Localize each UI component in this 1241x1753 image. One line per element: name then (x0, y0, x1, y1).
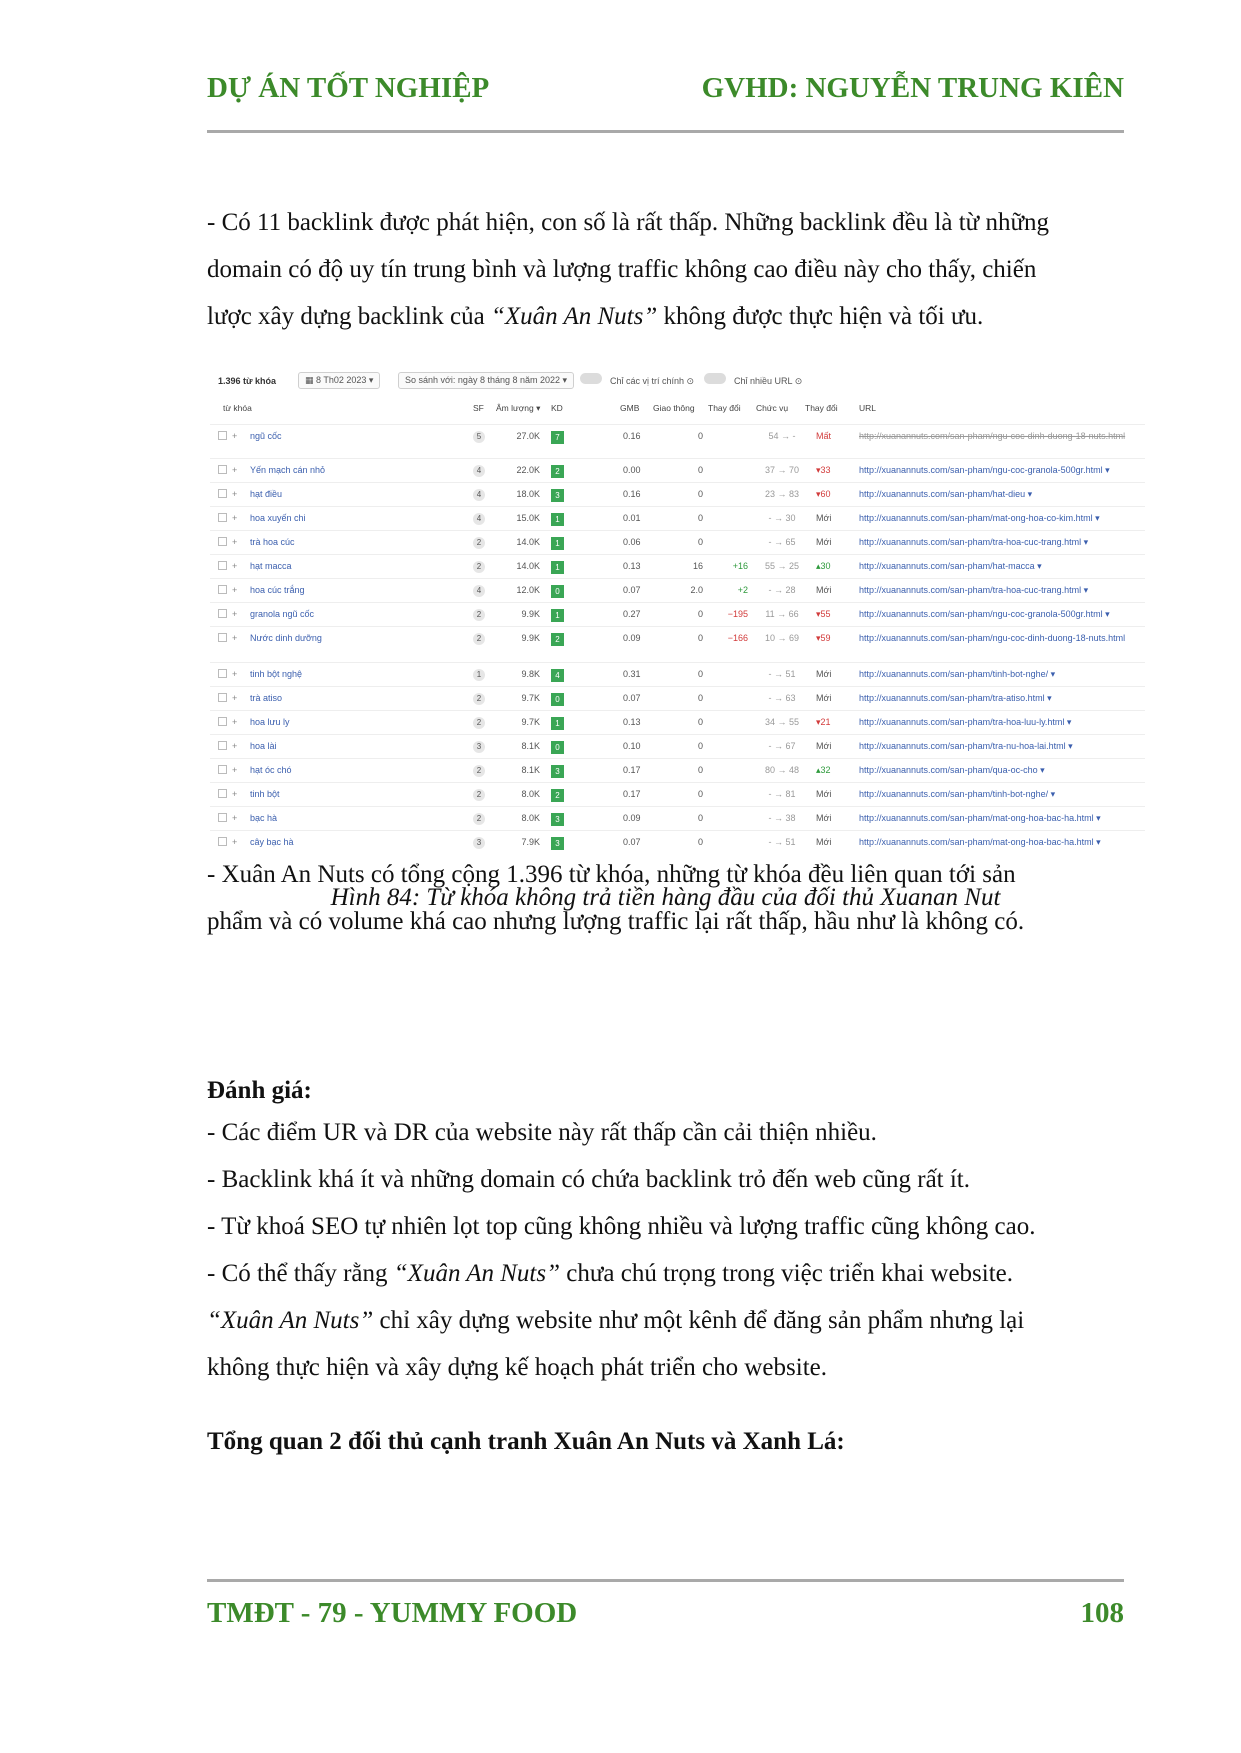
toggle-multi-url-label: Chỉ nhiều URL ⊙ (734, 376, 803, 386)
row-checkbox[interactable] (218, 633, 227, 642)
cpc-value: 0.16 (623, 489, 641, 499)
text-span: chưa chú trọng trong việc triển khai website. (560, 1260, 1014, 1287)
kd-badge: 4 (551, 669, 564, 682)
traffic-value: 0 (697, 489, 703, 499)
traffic-value: 0 (697, 669, 703, 679)
text-span: lược xây dựng backlink của (207, 303, 491, 330)
ranking-url[interactable]: http://xuanannuts.com/san-pham/hat-dieu ▾ (859, 489, 1033, 499)
page-footer (207, 1597, 1124, 1637)
kd-badge: 3 (551, 837, 564, 850)
row-checkbox[interactable] (218, 813, 227, 822)
cpc-value: 0.17 (623, 765, 641, 775)
compare-select[interactable]: So sánh với: ngày 8 tháng 8 năm 2022 ▾ (398, 372, 574, 389)
volume-value: 8.0K (521, 813, 540, 823)
add-keyword-icon[interactable]: + (232, 765, 238, 775)
cpc-value: 0.13 (623, 717, 641, 727)
ranking-url[interactable]: http://xuanannuts.com/san-pham/ngu-coc-dinh-duong-18-nuts.html (859, 431, 1126, 441)
add-keyword-icon[interactable]: + (232, 431, 238, 441)
volume-value: 8.1K (521, 741, 540, 751)
advisor-name: GVHD: NGUYỄN TRUNG KIÊN (701, 72, 1124, 104)
ranking-url[interactable]: http://xuanannuts.com/san-pham/tinh-bot-nghe/ ▾ (859, 789, 1056, 799)
kd-badge: 3 (551, 489, 564, 502)
row-checkbox[interactable] (218, 465, 227, 474)
traffic-value: 0 (697, 537, 703, 547)
kd-badge: 7 (551, 431, 564, 444)
volume-value: 9.7K (521, 693, 540, 703)
header-rule (207, 130, 1124, 133)
traffic-value: 0 (697, 609, 703, 619)
traffic-value: 0 (697, 837, 703, 847)
ranking-url[interactable]: http://xuanannuts.com/san-pham/mat-ong-hoa-bac-ha.html ▾ (859, 813, 1101, 823)
kd-badge: 2 (551, 465, 564, 478)
cpc-value: 0.16 (623, 431, 641, 441)
col-url[interactable]: URL (859, 403, 877, 413)
paragraph-backlinks (207, 199, 1124, 340)
table-row[interactable] (210, 782, 1145, 806)
row-checkbox[interactable] (218, 513, 227, 522)
cpc-value: 0.06 (623, 537, 641, 547)
position-value: 34 → 55 (764, 717, 800, 727)
text-span: không được thực hiện và tối ưu. (657, 303, 984, 330)
kd-badge: 1 (551, 513, 564, 526)
serp-features-badge: 2 (473, 537, 485, 549)
page-number: 108 (1080, 1597, 1124, 1629)
add-keyword-icon[interactable]: + (232, 717, 238, 727)
project-title: DỰ ÁN TỐT NGHIỆP (207, 72, 490, 104)
cpc-value: 0.31 (623, 669, 641, 679)
kd-badge: 1 (551, 609, 564, 622)
serp-features-badge: 2 (473, 789, 485, 801)
brand-name: “Xuân An Nuts” (207, 1307, 374, 1334)
keyword-link[interactable]: hạt óc chó (250, 765, 292, 775)
ranking-url[interactable]: http://xuanannuts.com/san-pham/mat-ong-hoa-co-kim.html ▾ (859, 513, 1100, 523)
position-value: 23 → 83 (764, 489, 800, 499)
volume-value: 27.0K (516, 431, 540, 441)
volume-value: 15.0K (516, 513, 540, 523)
traffic-value: 0 (697, 513, 703, 523)
serp-features-badge: 3 (473, 837, 485, 849)
assessment-item: - Từ khoá SEO tự nhiên lọt top cũng không nhiều và lượng traffic cũng không cao. (207, 1213, 1036, 1240)
row-checkbox[interactable] (218, 837, 227, 846)
figure-caption: Hình 84: Từ khóa không trả tiền hàng đầu của đối thủ Xuanan Nut (330, 884, 1001, 911)
cpc-value: 0.07 (623, 837, 641, 847)
table-row[interactable] (210, 602, 1145, 626)
ranking-url[interactable]: http://xuanannuts.com/san-pham/hat-macca ▾ (859, 561, 1042, 571)
position-value: 37 → 70 (764, 465, 800, 475)
col-cpc[interactable]: GMB (620, 403, 640, 413)
volume-value: 9.7K (521, 717, 540, 727)
row-checkbox[interactable] (218, 585, 227, 594)
serp-features-badge: 4 (473, 465, 485, 477)
position-value: - → 51 (768, 669, 796, 679)
kd-badge: 2 (551, 789, 564, 802)
col-traffic[interactable]: Giao thông (653, 403, 695, 413)
traffic-value: 0 (697, 717, 703, 727)
table-row[interactable] (210, 578, 1145, 602)
kd-badge: 1 (551, 717, 564, 730)
volume-value: 8.1K (521, 765, 540, 775)
kd-badge: 0 (551, 741, 564, 754)
serp-features-badge: 4 (473, 585, 485, 597)
col-volume[interactable]: Âm lượng ▾ (496, 403, 541, 413)
toggle-multi-url[interactable] (704, 373, 726, 384)
keyword-count: 1.396 từ khóa (218, 376, 277, 386)
keyword-link[interactable]: hạt macca (250, 561, 292, 571)
add-keyword-icon[interactable]: + (232, 561, 238, 571)
add-keyword-icon[interactable]: + (232, 465, 238, 475)
position-change: Mới (816, 813, 832, 823)
keyword-link[interactable]: cây bạc hà (250, 837, 294, 847)
serp-features-badge: 2 (473, 693, 485, 705)
ranking-url[interactable]: http://xuanannuts.com/san-pham/tra-hoa-luu-ly.html ▾ (859, 717, 1072, 727)
keyword-link[interactable]: hạt điều (250, 489, 283, 499)
table-row[interactable] (210, 554, 1145, 578)
ranking-url[interactable]: http://xuanannuts.com/san-pham/qua-oc-cho ▾ (859, 765, 1045, 775)
col-position-change[interactable]: Thay đổi (805, 403, 838, 413)
serp-features-badge: 2 (473, 609, 485, 621)
position-value: 55 → 25 (764, 561, 800, 571)
assessment-list (207, 1109, 1124, 1391)
traffic-value: 0 (697, 633, 703, 643)
table-row[interactable] (210, 806, 1145, 830)
brand-name: “Xuân An Nuts” (490, 303, 658, 330)
serp-features-badge: 2 (473, 813, 485, 825)
keyword-link[interactable]: granola ngũ cốc (250, 609, 315, 619)
table-row[interactable] (210, 506, 1145, 530)
ranking-url[interactable]: http://xuanannuts.com/san-pham/tra-hoa-cuc-trang.html ▾ (859, 537, 1089, 547)
col-kd[interactable]: KD (551, 403, 563, 413)
traffic-value: 0 (697, 431, 703, 441)
position-change: Mới (816, 837, 832, 847)
position-value: 11 → 66 (765, 609, 799, 619)
volume-value: 7.9K (521, 837, 540, 847)
traffic-change: −166 (727, 633, 748, 643)
position-change: Mới (816, 537, 832, 547)
kd-badge: 1 (551, 537, 564, 550)
text-line (207, 293, 1124, 340)
keyword-link[interactable]: bạc hà (250, 813, 278, 823)
volume-value: 18.0K (516, 489, 540, 499)
assessment-item: - Backlink khá ít và những domain có chứa backlink trỏ đến web cũng rất ít. (207, 1166, 971, 1193)
add-keyword-icon[interactable]: + (232, 609, 238, 619)
row-checkbox[interactable] (218, 489, 227, 498)
position-value: 54 → - (768, 431, 796, 441)
traffic-value: 0 (697, 741, 703, 751)
serp-features-badge: 2 (473, 633, 485, 645)
keyword-link[interactable]: hoa lài (250, 741, 277, 751)
ranking-url[interactable]: http://xuanannuts.com/san-pham/tra-atiso.html ▾ (859, 693, 1052, 703)
add-keyword-icon[interactable]: + (232, 741, 238, 751)
text-line: phẩm và có volume khá cao nhưng lượng traffic lại rất thấp, hầu như là không có. (207, 908, 1025, 935)
row-checkbox[interactable] (218, 561, 227, 570)
position-change: ▴32 (816, 765, 831, 775)
position-change: ▾60 (816, 489, 831, 499)
traffic-value: 0 (697, 765, 703, 775)
position-change: Mới (816, 669, 832, 679)
table-row[interactable] (210, 662, 1145, 686)
cpc-value: 0.13 (623, 561, 641, 571)
position-value: - → 38 (768, 813, 796, 823)
kd-badge: 3 (551, 813, 564, 826)
keyword-link[interactable]: hoa lưu ly (250, 717, 290, 727)
table-row[interactable] (210, 482, 1145, 506)
position-value: - → 81 (768, 789, 796, 799)
add-keyword-icon[interactable]: + (232, 489, 238, 499)
ranking-url[interactable]: http://xuanannuts.com/san-pham/tinh-bot-nghe/ ▾ (859, 669, 1056, 679)
toggle-main-positions-label: Chỉ các vị trí chính ⊙ (610, 376, 695, 386)
row-checkbox[interactable] (218, 693, 227, 702)
text-line: - Xuân An Nuts có tổng cộng 1.396 từ khóa, những từ khóa đều liên quan tới sản (207, 861, 1016, 888)
add-keyword-icon[interactable]: + (232, 813, 238, 823)
position-value: - → 63 (768, 693, 796, 703)
traffic-value: 0 (697, 813, 703, 823)
keyword-link[interactable]: ngũ cốc (250, 431, 282, 441)
volume-value: 14.0K (516, 537, 540, 547)
add-keyword-icon[interactable]: + (232, 537, 238, 547)
volume-value: 9.9K (521, 633, 540, 643)
table-row[interactable] (210, 458, 1145, 482)
kd-badge: 0 (551, 585, 564, 598)
volume-value: 9.9K (521, 609, 540, 619)
table-toolbar (216, 372, 1136, 394)
cpc-value: 0.10 (623, 741, 641, 751)
kd-badge: 3 (551, 765, 564, 778)
row-checkbox[interactable] (218, 431, 227, 440)
ranking-url[interactable]: http://xuanannuts.com/san-pham/mat-ong-hoa-bac-ha.html ▾ (859, 837, 1101, 847)
volume-value: 8.0K (521, 789, 540, 799)
table-row[interactable] (210, 734, 1145, 758)
keyword-link[interactable]: trà atiso (250, 693, 283, 703)
table-header (210, 403, 1145, 417)
date-select[interactable]: ▦ 8 Th02 2023 ▾ (298, 372, 380, 389)
footer-rule (207, 1579, 1124, 1582)
serp-features-badge: 3 (473, 741, 485, 753)
position-change: Mới (816, 789, 832, 799)
footer-project: TMĐT - 79 - YUMMY FOOD (207, 1597, 578, 1629)
position-change: ▾59 (816, 633, 831, 643)
position-value: - → 65 (768, 537, 796, 547)
ranking-url[interactable]: http://xuanannuts.com/san-pham/ngu-coc-granola-500gr.html ▾ (859, 465, 1110, 475)
row-checkbox[interactable] (218, 669, 227, 678)
kd-badge: 2 (551, 633, 564, 646)
table-row[interactable] (210, 530, 1145, 554)
add-keyword-icon[interactable]: + (232, 585, 238, 595)
serp-features-badge: 1 (473, 669, 485, 681)
serp-features-badge: 4 (473, 513, 485, 525)
cpc-value: 0.09 (623, 633, 641, 643)
position-change: ▾55 (816, 609, 831, 619)
row-checkbox[interactable] (218, 789, 227, 798)
position-value: - → 51 (768, 837, 796, 847)
position-change: ▾33 (816, 465, 831, 475)
volume-value: 14.0K (516, 561, 540, 571)
col-sf[interactable]: SF (473, 403, 484, 413)
assessment-item (207, 1250, 1124, 1297)
add-keyword-icon[interactable]: + (232, 837, 238, 847)
col-traffic-change[interactable]: Thay đổi (708, 403, 741, 413)
position-change: ▾21 (816, 717, 831, 727)
table-row[interactable] (210, 710, 1145, 734)
row-checkbox[interactable] (218, 741, 227, 750)
brand-name: “Xuân An Nuts” (393, 1260, 561, 1287)
keyword-link[interactable]: Nước dinh dưỡng (250, 633, 322, 643)
text-line: không thực hiện và xây dựng kế hoạch phát triển cho website. (207, 1354, 827, 1381)
keyword-link[interactable]: hoa cúc trắng (250, 585, 305, 595)
traffic-change: −195 (727, 609, 748, 619)
table-row[interactable] (210, 758, 1145, 782)
add-keyword-icon[interactable]: + (232, 789, 238, 799)
add-keyword-icon[interactable]: + (232, 669, 238, 679)
position-change: Mới (816, 585, 832, 595)
row-checkbox[interactable] (218, 609, 227, 618)
serp-features-badge: 2 (473, 717, 485, 729)
position-change: Mới (816, 513, 832, 523)
cpc-value: 0.07 (623, 585, 641, 595)
toggle-main-positions[interactable] (580, 373, 602, 384)
keyword-link[interactable]: tinh bột nghệ (250, 669, 303, 679)
volume-value: 22.0K (516, 465, 540, 475)
paragraph-keywords (207, 851, 1124, 945)
ranking-url[interactable]: http://xuanannuts.com/san-pham/ngu-coc-granola-500gr.html ▾ (859, 609, 1110, 619)
position-change: Mất (816, 431, 832, 441)
ranking-url[interactable]: http://xuanannuts.com/san-pham/ngu-coc-dinh-duong-18-nuts.html (859, 633, 1126, 643)
ranking-url[interactable]: http://xuanannuts.com/san-pham/tra-nu-hoa-lai.html ▾ (859, 741, 1073, 751)
keyword-link[interactable]: trà hoa cúc (250, 537, 295, 547)
table-row[interactable] (210, 686, 1145, 710)
position-change: Mới (816, 693, 832, 703)
table-row[interactable] (210, 626, 1145, 650)
cpc-value: 0.07 (623, 693, 641, 703)
serp-features-badge: 2 (473, 765, 485, 777)
cpc-value: 0.00 (623, 465, 641, 475)
row-checkbox[interactable] (218, 537, 227, 546)
assessment-title: Đánh giá: (207, 1077, 312, 1104)
text-line: - Có 11 backlink được phát hiện, con số là rất thấp. Những backlink đều là từ những (207, 209, 1050, 236)
col-position[interactable]: Chức vụ (756, 403, 789, 413)
position-value: - → 30 (768, 513, 796, 523)
keywords-screenshot (210, 367, 1145, 848)
traffic-change: +2 (737, 585, 748, 595)
assessment-item: - Các điểm UR và DR của website này rất thấp cần cải thiện nhiều. (207, 1119, 877, 1146)
traffic-value: 0 (697, 693, 703, 703)
add-keyword-icon[interactable]: + (232, 633, 238, 643)
page-header (207, 72, 1124, 112)
position-value: 10 → 69 (764, 633, 800, 643)
volume-value: 12.0K (516, 585, 540, 595)
volume-value: 9.8K (521, 669, 540, 679)
row-checkbox[interactable] (218, 765, 227, 774)
kd-badge: 1 (551, 561, 564, 574)
keyword-link[interactable]: hoa xuyến chi (250, 513, 306, 523)
add-keyword-icon[interactable]: + (232, 693, 238, 703)
text-line: domain có độ uy tín trung bình và lượng traffic không cao điều này cho thấy, chiến (207, 256, 1037, 283)
traffic-value: 16 (692, 561, 703, 571)
add-keyword-icon[interactable]: + (232, 513, 238, 523)
cpc-value: 0.27 (623, 609, 641, 619)
kd-badge: 0 (551, 693, 564, 706)
keyword-link[interactable]: Yến mạch cán nhỏ (250, 465, 326, 475)
serp-features-badge: 5 (473, 431, 485, 443)
position-value: 80 → 48 (764, 765, 800, 775)
serp-features-badge: 4 (473, 489, 485, 501)
text-span: - Có thể thấy rằng (207, 1260, 394, 1287)
col-keyword[interactable]: từ khóa (223, 403, 252, 413)
section-title: Tổng quan 2 đối thủ cạnh tranh Xuân An Nuts và Xanh Lá: (207, 1428, 845, 1455)
position-value: - → 67 (768, 741, 796, 751)
ranking-url[interactable]: http://xuanannuts.com/san-pham/tra-hoa-cuc-trang.html ▾ (859, 585, 1089, 595)
traffic-value: 0 (697, 465, 703, 475)
cpc-value: 0.17 (623, 789, 641, 799)
cpc-value: 0.01 (623, 513, 641, 523)
traffic-value: 2.0 (690, 585, 703, 595)
position-change: Mới (816, 741, 832, 751)
traffic-change: +16 (732, 561, 748, 571)
keyword-link[interactable]: tinh bột (250, 789, 280, 799)
text-span: chỉ xây dựng website như một kênh để đăng sản phẩm nhưng lại (373, 1307, 1025, 1334)
table-row[interactable] (210, 424, 1145, 448)
position-change: ▴30 (816, 561, 831, 571)
serp-features-badge: 2 (473, 561, 485, 573)
row-checkbox[interactable] (218, 717, 227, 726)
text-line (207, 1297, 1124, 1344)
position-value: - → 28 (768, 585, 796, 595)
cpc-value: 0.09 (623, 813, 641, 823)
traffic-value: 0 (697, 789, 703, 799)
